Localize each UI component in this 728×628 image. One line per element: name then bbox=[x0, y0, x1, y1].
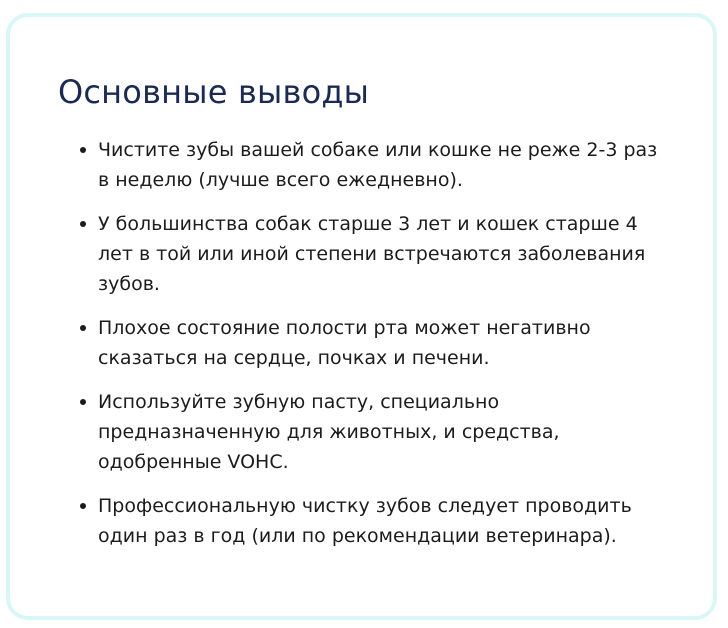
list-item-text: Профессиональную чистку зубов следует проводить один раз в год (или по рекомендации ветеринара). bbox=[98, 495, 632, 547]
card-title: Основные выводы bbox=[58, 73, 370, 111]
list-item-text: У большинства собак старше 3 лет и кошек старше 4 лет в той или иной степени встречаются заболевания зубов. bbox=[98, 213, 646, 295]
bullet-icon bbox=[80, 325, 86, 331]
list-item bbox=[58, 209, 658, 299]
bullet-icon bbox=[80, 503, 86, 509]
list-item bbox=[58, 491, 658, 551]
bullet-icon bbox=[80, 221, 86, 227]
key-takeaways-card bbox=[6, 13, 717, 620]
list-item-text: Чистите зубы вашей собаке или кошке не реже 2-3 раз в неделю (лучше всего ежедневно). bbox=[98, 139, 658, 191]
bullet-icon bbox=[80, 147, 86, 153]
list-item bbox=[58, 313, 658, 373]
list-item-text: Плохое состояние полости рта может негативно сказаться на сердце, почках и печени. bbox=[98, 317, 591, 369]
bullet-icon bbox=[80, 399, 86, 405]
list-item-text: Используйте зубную пасту, специально предназначенную для животных, и средства, одобренные VOHC. bbox=[98, 391, 560, 473]
takeaways-list bbox=[58, 135, 658, 565]
list-item bbox=[58, 387, 658, 477]
list-item bbox=[58, 135, 658, 195]
